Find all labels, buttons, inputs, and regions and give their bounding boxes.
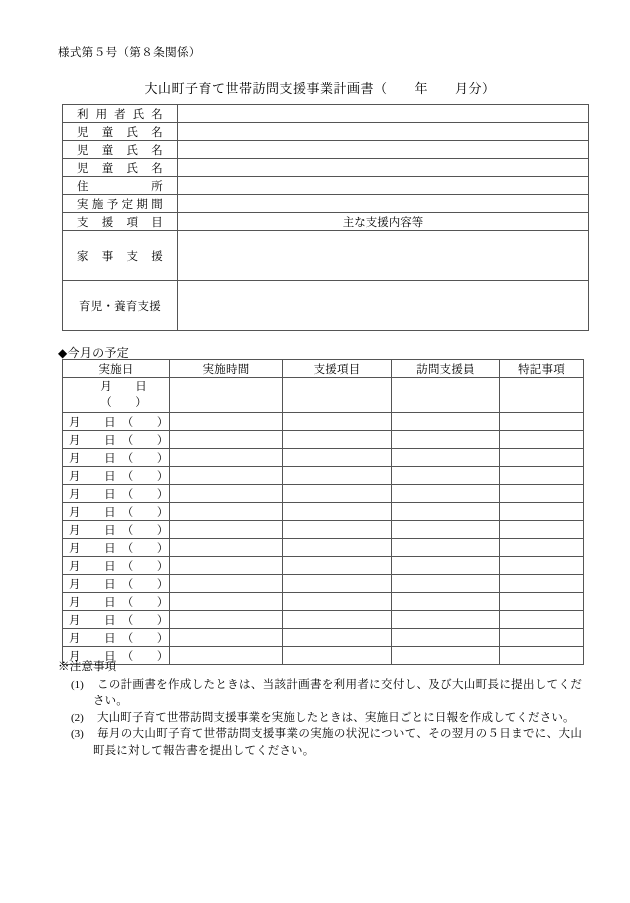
cell-date[interactable] <box>63 485 170 503</box>
cell-staff[interactable] <box>392 629 500 647</box>
date-placeholder-text: 月 日 （ ） <box>69 434 169 447</box>
cell-staff[interactable] <box>392 485 500 503</box>
table-row <box>63 177 589 195</box>
cell-support-item[interactable] <box>283 611 392 629</box>
cell-date[interactable] <box>63 557 170 575</box>
schedule-section-heading: ◆今月の予定 <box>58 346 130 360</box>
cell-remarks[interactable] <box>500 413 584 431</box>
cell-staff[interactable] <box>392 521 500 539</box>
cell-support-item[interactable] <box>283 539 392 557</box>
cell-time[interactable] <box>170 593 283 611</box>
cell-remarks[interactable] <box>500 539 584 557</box>
note-item <box>58 710 582 727</box>
label-text: 支援項目 <box>77 216 163 229</box>
label-text: 児童氏名 <box>77 144 163 157</box>
cell-date[interactable] <box>63 449 170 467</box>
cell-time[interactable] <box>170 629 283 647</box>
cell-date[interactable] <box>63 378 170 413</box>
notes-title: ※注意事項 <box>58 661 117 673</box>
cell-time[interactable] <box>170 521 283 539</box>
field-housework-support[interactable] <box>178 231 589 281</box>
cell-support-item[interactable] <box>283 449 392 467</box>
table-row <box>63 557 584 575</box>
cell-remarks[interactable] <box>500 575 584 593</box>
date-placeholder-text: 月 日 （ ） <box>69 452 169 465</box>
cell-remarks[interactable] <box>500 449 584 467</box>
schedule-table-head <box>63 360 584 378</box>
cell-staff[interactable] <box>392 378 500 413</box>
date-placeholder-text: 月 日 （ ） <box>69 542 169 555</box>
cell-support-item[interactable] <box>283 467 392 485</box>
cell-support-item[interactable] <box>283 575 392 593</box>
support-content-header <box>178 213 589 231</box>
cell-time[interactable] <box>170 485 283 503</box>
cell-date[interactable] <box>63 431 170 449</box>
cell-time[interactable] <box>170 611 283 629</box>
cell-staff[interactable] <box>392 413 500 431</box>
field-planned-period[interactable] <box>178 195 589 213</box>
form-number: 様式第５号（第８条関係） <box>58 47 201 59</box>
note-item <box>58 726 582 759</box>
cell-date[interactable] <box>63 611 170 629</box>
cell-remarks[interactable] <box>500 557 584 575</box>
cell-date[interactable] <box>63 539 170 557</box>
date-placeholder-text: 月 日 （ ） <box>69 506 169 519</box>
cell-remarks[interactable] <box>500 485 584 503</box>
cell-time[interactable] <box>170 539 283 557</box>
table-row <box>63 593 584 611</box>
table-header-row <box>63 360 584 378</box>
field-childcare-support[interactable] <box>178 281 589 331</box>
cell-staff[interactable] <box>392 575 500 593</box>
cell-date[interactable] <box>63 593 170 611</box>
date-placeholder-text: 月 日 （ ） <box>69 524 169 537</box>
cell-remarks[interactable] <box>500 611 584 629</box>
row-label-child-name-3 <box>63 159 178 177</box>
field-user-name[interactable] <box>178 105 589 123</box>
table-row <box>63 159 589 177</box>
table-row <box>63 231 589 281</box>
cell-time[interactable] <box>170 413 283 431</box>
note-marker: (2) <box>71 711 84 724</box>
note-marker: (3) <box>71 728 84 740</box>
cell-staff[interactable] <box>392 539 500 557</box>
notes-list <box>58 677 582 760</box>
cell-remarks[interactable] <box>500 593 584 611</box>
schedule-table-body <box>63 378 584 665</box>
cell-time[interactable] <box>170 557 283 575</box>
table-row <box>63 539 584 557</box>
date-placeholder-text: 月 日 （ ） <box>69 488 169 501</box>
date-line-month-day: 月 日 <box>100 381 147 393</box>
table-row <box>63 195 589 213</box>
table-row <box>63 449 584 467</box>
field-child-name-2[interactable] <box>178 141 589 159</box>
row-label-child-name-2 <box>63 141 178 159</box>
cell-staff[interactable] <box>392 593 500 611</box>
cell-staff[interactable] <box>392 467 500 485</box>
table-row <box>63 123 589 141</box>
date-placeholder-text: 月 日 （ ） <box>69 416 169 429</box>
cell-support-item[interactable] <box>283 503 392 521</box>
column-header-time: 実施時間 <box>170 360 283 378</box>
cell-date[interactable] <box>63 629 170 647</box>
cell-remarks[interactable] <box>500 629 584 647</box>
cell-staff[interactable] <box>392 611 500 629</box>
table-row <box>63 467 584 485</box>
note-text: 大山町子育て世帯訪問支援事業を実施したときは、実施日ごとに日報を作成してください。 <box>97 711 575 724</box>
table-row <box>63 629 584 647</box>
date-placeholder-text: 月 日 （ ） <box>69 614 169 627</box>
row-label-housework-support <box>63 231 178 281</box>
table-row <box>63 141 589 159</box>
cell-support-item[interactable] <box>283 413 392 431</box>
cell-time[interactable] <box>170 449 283 467</box>
cell-date[interactable] <box>63 413 170 431</box>
notes-section <box>58 659 582 759</box>
cell-remarks[interactable] <box>500 503 584 521</box>
cell-time[interactable] <box>170 575 283 593</box>
cell-remarks[interactable] <box>500 431 584 449</box>
row-label-support-item <box>63 213 178 231</box>
cell-support-item[interactable] <box>283 521 392 539</box>
column-header-staff: 訪問支援員 <box>392 360 500 378</box>
field-address[interactable] <box>178 177 589 195</box>
date-placeholder-text: 月 日 （ ） <box>69 596 169 609</box>
column-header-date: 実施日 <box>63 360 170 378</box>
table-row <box>63 413 584 431</box>
field-child-name-1[interactable] <box>178 123 589 141</box>
cell-support-item[interactable] <box>283 629 392 647</box>
label-text: 児童氏名 <box>77 126 163 139</box>
row-label-user-name <box>63 105 178 123</box>
cell-staff[interactable] <box>392 557 500 575</box>
cell-staff[interactable] <box>392 449 500 467</box>
date-placeholder-text: 月 日 （ ） <box>69 632 169 645</box>
label-text: 家事支援 <box>77 250 163 263</box>
cell-support-item[interactable] <box>283 431 392 449</box>
note-text: 毎月の大山町子育て世帯訪問支援事業の実施の状況について、その翌月の５日までに、大山町長に対して報告書を提出してください。 <box>93 728 582 757</box>
row-label-planned-period <box>63 195 178 213</box>
table-row <box>63 378 584 413</box>
cell-remarks[interactable] <box>500 378 584 413</box>
table-row <box>63 105 589 123</box>
label-text: 実施予定期間 <box>77 198 163 211</box>
date-placeholder-text: 月 日 （ ） <box>69 470 169 483</box>
applicant-info-table <box>62 104 589 331</box>
date-placeholder-text: 月 日 （ ） <box>69 650 169 663</box>
cell-date[interactable] <box>63 467 170 485</box>
cell-date[interactable] <box>63 521 170 539</box>
label-text: 住所 <box>77 180 163 193</box>
main-table-body <box>63 105 589 331</box>
table-row <box>63 485 584 503</box>
table-row <box>63 431 584 449</box>
cell-remarks[interactable] <box>500 467 584 485</box>
table-row <box>63 575 584 593</box>
cell-staff[interactable] <box>392 503 500 521</box>
note-item <box>58 677 582 710</box>
note-text: この計画書を作成したときは、当該計画書を利用者に交付し、及び大山町長に提出してください。 <box>93 678 582 707</box>
cell-support-item[interactable] <box>283 557 392 575</box>
support-content-header-text: 主な支援内容等 <box>342 216 424 229</box>
row-label-address <box>63 177 178 195</box>
cell-time[interactable] <box>170 431 283 449</box>
date-line-weekday: （ ） <box>100 397 147 409</box>
table-row <box>63 281 589 331</box>
row-label-childcare-support <box>63 281 178 331</box>
cell-date[interactable] <box>63 575 170 593</box>
cell-staff[interactable] <box>392 431 500 449</box>
cell-remarks[interactable] <box>500 521 584 539</box>
table-row <box>63 213 589 231</box>
table-row <box>63 611 584 629</box>
note-marker: (1) <box>71 678 84 691</box>
cell-support-item[interactable] <box>283 485 392 503</box>
table-row <box>63 521 584 539</box>
date-placeholder-text: 月 日 （ ） <box>69 578 169 591</box>
cell-time[interactable] <box>170 378 283 413</box>
label-text: 育児・養育支援 <box>79 300 161 313</box>
date-placeholder-text: 月 日 （ ） <box>69 560 169 573</box>
monthly-schedule-table <box>62 359 584 665</box>
label-text: 児童氏名 <box>77 162 163 175</box>
cell-support-item[interactable] <box>283 593 392 611</box>
label-text: 利用者氏名 <box>77 108 163 121</box>
column-header-remarks: 特記事項 <box>500 360 584 378</box>
table-row <box>63 503 584 521</box>
column-header-support-item: 支援項目 <box>283 360 392 378</box>
field-child-name-3[interactable] <box>178 159 589 177</box>
cell-date[interactable] <box>63 503 170 521</box>
cell-time[interactable] <box>170 503 283 521</box>
page-title: 大山町子育て世帯訪問支援事業計画書（ 年 月分） <box>144 81 496 96</box>
cell-support-item[interactable] <box>283 378 392 413</box>
cell-time[interactable] <box>170 467 283 485</box>
row-label-child-name-1 <box>63 123 178 141</box>
